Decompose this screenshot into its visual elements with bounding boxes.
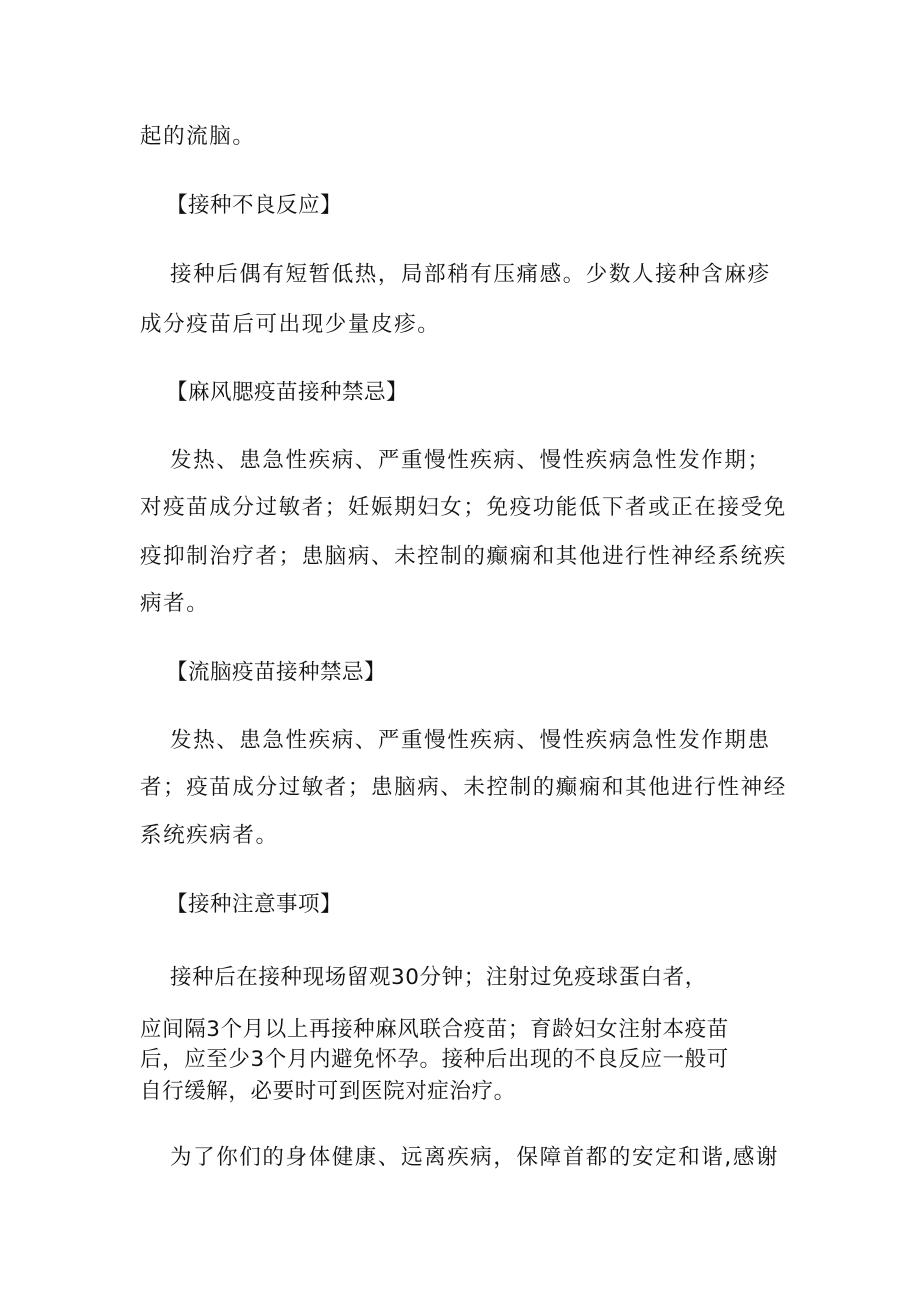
paragraph-line: 成分疫苗后可出现少量皮疹。	[140, 312, 441, 337]
paragraph-line: 应间隔3个月以上再接种麻风联合疫苗；育龄妇女注射本疫苗	[140, 1017, 729, 1042]
paragraph-line: 对疫苗成分过敏者；妊娠期妇女；免疫功能低下者或正在接受免	[140, 495, 787, 520]
paragraph-line: 发热、患急性疾病、严重慢性疾病、慢性疾病急性发作期；	[170, 448, 771, 473]
paragraph-line: 病者。	[140, 591, 210, 616]
paragraph-line: 后，应至少3个月内避免怀孕。接种后出现的不良反应一般可	[140, 1047, 729, 1072]
paragraph-line: 疫抑制治疗者；患脑病、未控制的癫痫和其他进行性神经系统疾	[140, 544, 787, 569]
paragraph-line: 自行缓解，必要时可到医院对症治疗。	[140, 1079, 516, 1104]
intro-tail-text: 起的流脑。	[140, 124, 256, 149]
section-heading-meningitis-contraindications: 【流脑疫苗接种禁忌】	[166, 660, 387, 685]
closing-text: 为了你们的身体健康、远离疾病，保障首都的安定和谐,感谢	[170, 1145, 780, 1170]
paragraph-line: 发热、患急性疾病、严重慢性疾病、慢性疾病急性发作期患	[170, 728, 771, 753]
paragraph-line: 系统疾病者。	[140, 823, 279, 848]
section-heading-precautions: 【接种注意事项】	[166, 892, 343, 917]
paragraph-line: 接种后在接种现场留观30分钟；注射过免疫球蛋白者，	[170, 965, 707, 990]
paragraph-line: 接种后偶有短暂低热，局部稍有压痛感。少数人接种含麻疹	[170, 262, 771, 287]
paragraph-line: 者；疫苗成分过敏者；患脑病、未控制的癫痫和其他进行性神经	[140, 775, 787, 800]
section-heading-mmr-contraindications: 【麻风腮疫苗接种禁忌】	[166, 380, 409, 405]
section-heading-adverse-reactions: 【接种不良反应】	[166, 193, 343, 218]
